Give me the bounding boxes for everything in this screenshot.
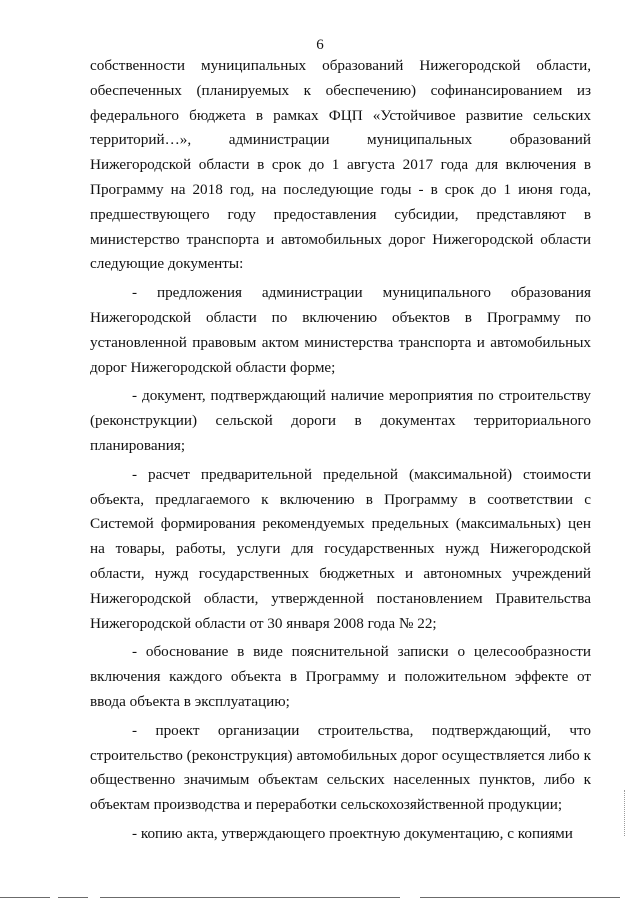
document-body [90, 54, 591, 847]
list-item-proposals: - предложения администрации муниципального образования Нижегородской области по включению объектов в Программу по установленной правовым актом министерства транспорта и автомобильных дорог Нижегородской области форме; [90, 284, 591, 376]
scan-artifact-line [100, 897, 400, 898]
paragraph-intro: собственности муниципальных образований Нижегородской области, обеспеченных (планируемых к обеспечению) софинансированием из федерального бюджета в рамках ФЦП «Устойчивое развитие сельских территорий…», администрации муниципальных образований Нижегородской области в срок до 1 августа 2017 года для включения в Программу на 2018 год, на последующие годы - в срок до 1 июня года, предшествующего году предоставления субсидии, представляют в министерство транспорта и автомобильных дорог Нижегородской области следующие документы: [90, 57, 591, 273]
list-item-construction-project: - проект организации строительства, подтверждающий, что строительство (реконструкция) автомобильных дорог осуществляется либо к общественно значимым объектам сельских населенных пунктов, либо к объектам производства и переработки сельскохозяйственной продукции; [90, 721, 591, 814]
page-number: 6 [316, 37, 324, 53]
list-item-explanatory-note: - обоснование в виде пояснительной записки о целесообразности включения каждого объекта в Программу и положительном эффекте от ввода объекта в эксплуатацию; [90, 643, 591, 710]
list-item-act-copy: - копию акта, утверждающего проектную документацию, с копиями [132, 824, 573, 842]
list-item-planning-document: - документ, подтверждающий наличие мероприятия по строительству (реконструкции) сельской дороги в документах территориального планирования; [90, 387, 591, 454]
scan-artifact-line [420, 897, 620, 898]
list-item-cost-calculation: - расчет предварительной предельной (максимальной) стоимости объекта, предлагаемого к включению в Программу в соответствии с Системой формирования рекомендуемых предельных (максимальных) цен на товары, работы, услуги для государственных нужд Нижегородской области, нужд государственных бюджетных и автономных учреждений Нижегородской области, утвержденной постановлением Правительства Нижегородской области от 30 января 2008 года № 22; [90, 465, 591, 632]
scan-artifact-line [0, 897, 50, 898]
scan-artifact-dots [624, 790, 627, 836]
scan-artifact-line [58, 897, 88, 898]
